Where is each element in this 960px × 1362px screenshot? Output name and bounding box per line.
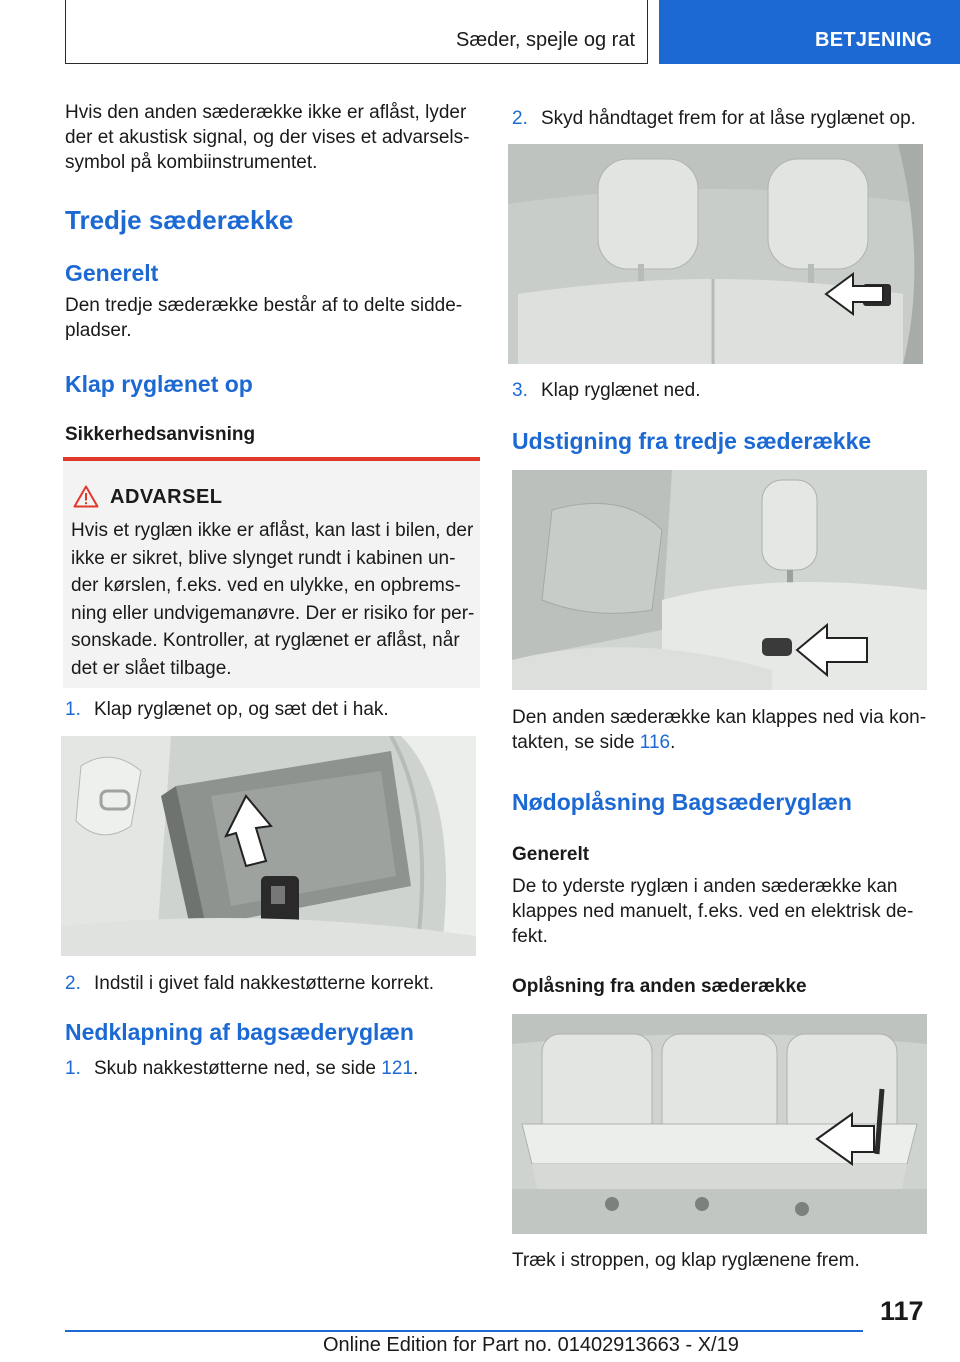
emergency-line: klappes ned manuelt, f.eks. ved en elektrisk de- [512,901,914,922]
heading-third-row: Tredje sæderække [65,205,294,235]
page-link-116[interactable]: 116 [639,732,671,753]
heading-safety: Sikkerhedsanvisning [65,424,256,445]
step-text: Skub nakkestøtterne ned, se side 121. [94,1058,419,1079]
step-text: Indstil i givet fald nakkestøtterne korrekt. [94,973,435,994]
header-section-box [65,0,648,64]
illustration-handle-unlock [508,144,923,364]
general-paragraph [65,293,485,343]
heading-general: Generelt [65,260,159,286]
handle-unlock-drawing [508,144,923,364]
exit-line: Den anden sæderække kan klappes ned via kon- [512,707,927,728]
step-number: 1. [65,1058,81,1079]
step-headrests [65,971,485,996]
general-line: Den tredje sæderække består af to delte sidde- [65,295,463,316]
section-title: Sæder, spejle og rat [456,29,635,51]
warning-line: det er slået tilbage. [71,657,232,679]
exit-button-drawing [512,470,927,690]
heading-fold-up: Klap ryglænet op [65,371,253,397]
step-number: 3. [512,380,528,401]
step-text: Klap ryglænet op, og sæt det i hak. [94,699,389,720]
general-line: pladser. [65,320,132,341]
step-text: Skyd håndtaget frem for at låse ryglænet op. [541,108,916,129]
emergency-line: De to yderste ryglæn i anden sæderække kan [512,876,898,897]
warning-line: ikke er sikret, blive slynget rundt i kabinen un- [71,547,456,569]
illustration-seatback-latch [61,736,476,956]
illustration-strap-release [512,1014,927,1234]
warning-line: sonskade. Kontroller, at ryglænet er aflåst, når [71,630,460,651]
intro-line: der et akustisk signal, og der vises et advarsels- [65,127,470,148]
emergency-line: fekt. [512,926,548,947]
footer-divider [65,1330,863,1332]
heading-unlock-second-row: Oplåsning fra anden sæderække [512,976,807,997]
warning-triangle-icon [73,485,99,508]
exit-paragraph [512,705,932,755]
heading-emergency-unlock: Nødoplåsning Bagsæderyglæn [512,789,852,815]
intro-line: Hvis den anden sæderække ikke er aflåst, lyder [65,102,467,123]
heading-general-2: Generelt [512,844,590,865]
warning-line: Hvis et ryglæn ikke er aflåst, kan last i bilen, der [71,520,474,541]
warning-text [71,517,476,682]
chapter-title: BETJENING [815,29,933,51]
step-slide-handle [512,106,932,131]
intro-line: symbol på kombiinstrumentet. [65,152,318,173]
step-number: 1. [65,699,81,720]
heading-exit-third-row: Udstigning fra tredje sæderække [512,428,872,454]
exit-line: takten, se side 116. [512,732,676,753]
warning-line: der kørslen, f.eks. ved en ulykke, en opbrems- [71,575,461,596]
footer-edition: Online Edition for Part no. 01402913663 - X/19 [323,1334,739,1356]
illustration-exit-button [512,470,927,690]
heading-fold-down: Nedklapning af bagsæderyglæn [65,1019,414,1045]
strap-caption: Træk i stroppen, og klap ryglænene frem. [512,1250,860,1271]
step-number: 2. [65,973,81,994]
step-number: 2. [512,108,528,129]
warning-title: ADVARSEL [110,486,223,508]
page-number: 117 [880,1296,924,1326]
page-link-121[interactable]: 121 [381,1058,413,1079]
seatback-latch-drawing [61,736,476,956]
step-text: Klap ryglænet ned. [541,380,701,401]
warning-line: ning eller undvigemanøvre. Der er risiko for per- [71,602,475,624]
step-push-headrests [65,1056,485,1081]
strap-release-drawing [512,1014,927,1234]
emergency-paragraph [512,874,932,949]
step-fold-down [512,378,932,403]
intro-paragraph [65,100,485,175]
step-fold-up [65,697,485,722]
